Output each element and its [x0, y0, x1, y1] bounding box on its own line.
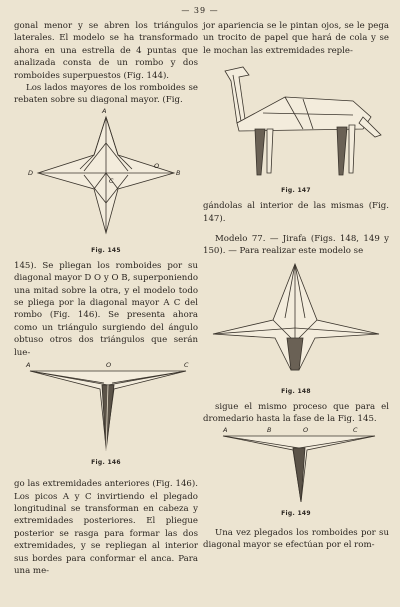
figure-145: [14, 107, 198, 254]
figure-caption: Fig. 146: [91, 459, 121, 467]
figure-caption: Fig. 149: [281, 509, 311, 517]
paragraph: Los lados mayores de los romboides se rebaten sobre su diagonal mayor. (Fig.: [14, 83, 198, 106]
paragraph: gándolas al interior de las mismas (Fig. 147).: [203, 201, 389, 224]
label-d: D: [28, 168, 34, 177]
label-c: C: [184, 361, 189, 370]
paragraph: Una vez plegados los romboides por su diagonal mayor se efectúan por el rom-: [203, 527, 389, 551]
dromedary-diagram: [203, 57, 389, 187]
giraffe-fold-diagram: [203, 258, 389, 388]
paragraph: sigue el mismo proceso que para el dromedario hasta la fase de la Fig. 145.: [203, 401, 389, 425]
triangle-fold-diagram: [14, 359, 198, 459]
star-fold-diagram: [14, 107, 198, 247]
label-b: B: [176, 168, 181, 177]
paragraph: Modelo 77. — Jirafa (Figs. 148, 149 y 150). — Para realizar este modelo se: [203, 234, 389, 257]
figure-caption: Fig. 148: [281, 387, 311, 395]
label-a: A: [26, 361, 31, 370]
paragraph: gonal menor y se abren los triángulos laterales. El modelo se ha transformado ahora en una estrella de 4 puntas que analizada consta de un rombo y dos romboides superpuestos (Fig. 144).: [14, 21, 198, 81]
label-b: B: [267, 425, 272, 434]
label-o: O: [303, 425, 309, 434]
figure-146: [14, 359, 198, 466]
figure-147: [203, 57, 389, 194]
page-number: — 39 —: [181, 6, 219, 15]
label-a: A: [102, 106, 107, 115]
label-c: C: [109, 176, 114, 185]
label-a: A: [223, 425, 228, 434]
paragraph: go las extremidades anteriores (Fig. 146). Los picos A y C invirtiendo el plegado longitudinal se transforman en cabeza y extremidades posteriores. El pliegue posterior se rasga para formar las dos extremidades, y se repliegan al interior sus bordes para conformar el anca. Para una me-: [14, 479, 198, 576]
label-o: O: [154, 161, 160, 170]
figure-caption: Fig. 145: [91, 246, 121, 254]
right-column: [203, 20, 389, 551]
giraffe-triangle-diagram: [203, 426, 389, 510]
paragraph: 145). Se pliegan los romboides por su diagonal mayor D O y O B, superponiendo una mitad sobre la otra, y el modelo todo se pliega por la diagonal mayor A C del rombo (Fig. 146). Se presenta ahora como un triángulo surgiendo del ángulo obtuso otros dos triángulos que serán lue-: [14, 260, 198, 358]
label-c: C: [353, 425, 358, 434]
figure-caption: Fig. 147: [281, 187, 311, 195]
figure-149: [203, 426, 389, 517]
label-o: O: [106, 361, 112, 370]
figure-148: [203, 258, 389, 395]
left-column: [14, 20, 198, 577]
paragraph: jor apariencia se le pintan ojos, se le pega un trocito de papel que hará de cola y se le mochan las extremidades reple-: [203, 21, 389, 56]
